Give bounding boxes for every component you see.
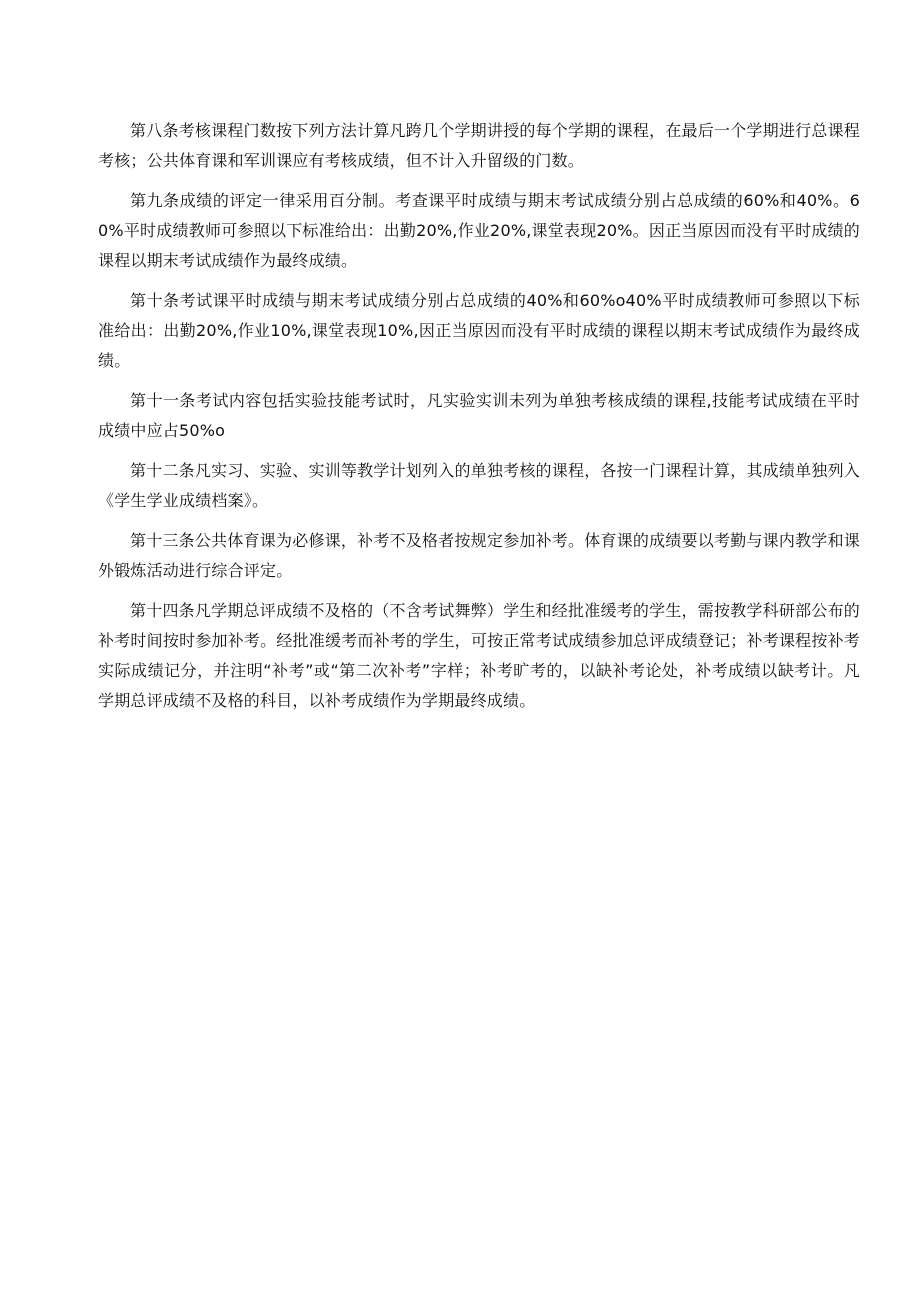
article-11: 第十一条考试内容包括实验技能考试时，凡实验实训未列为单独考核成绩的课程,技能考试成绩在平时成绩中应占50%o [98,391,860,440]
article-13: 第十三条公共体育课为必修课，补考不及格者按规定参加补考。体育课的成绩要以考勤与课内教学和课外锻炼活动进行综合评定。 [98,531,860,580]
article-10: 第十条考试课平时成绩与期末考试成绩分别占总成绩的40%和60%o40%平时成绩教师可参照以下标准给出：出勤20%,作业10%,课堂表现10%,因正当原因而没有平时成绩的课程以期末考试成绩作为最终成绩。 [98,291,860,370]
article-9: 第九条成绩的评定一律采用百分制。考查课平时成绩与期末考试成绩分别占总成绩的60%和40%。60%平时成绩教师可参照以下标准给出：出勤20%,作业20%,课堂表现20%。因正当原因而没有平时成绩的课程以期末考试成绩作为最终成绩。 [98,191,860,270]
document-body [98,116,860,726]
article-8: 第八条考核课程门数按下列方法计算凡跨几个学期讲授的每个学期的课程，在最后一个学期进行总课程考核；公共体育课和军训课应有考核成绩，但不计入升留级的门数。 [98,121,860,170]
article-14: 第十四条凡学期总评成绩不及格的（不含考试舞弊）学生和经批准缓考的学生，需按教学科研部公布的补考时间按时参加补考。经批准缓考而补考的学生，可按正常考试成绩参加总评成绩登记；补考课程按补考实际成绩记分，并注明“补考”或“第二次补考”字样；补考旷考的，以缺补考论处，补考成绩以缺考计。凡学期总评成绩不及格的科目，以补考成绩作为学期最终成绩。 [98,601,860,710]
article-12: 第十二条凡实习、实验、实训等教学计划列入的单独考核的课程，各按一门课程计算，其成绩单独列入《学生学业成绩档案》。 [98,461,860,510]
